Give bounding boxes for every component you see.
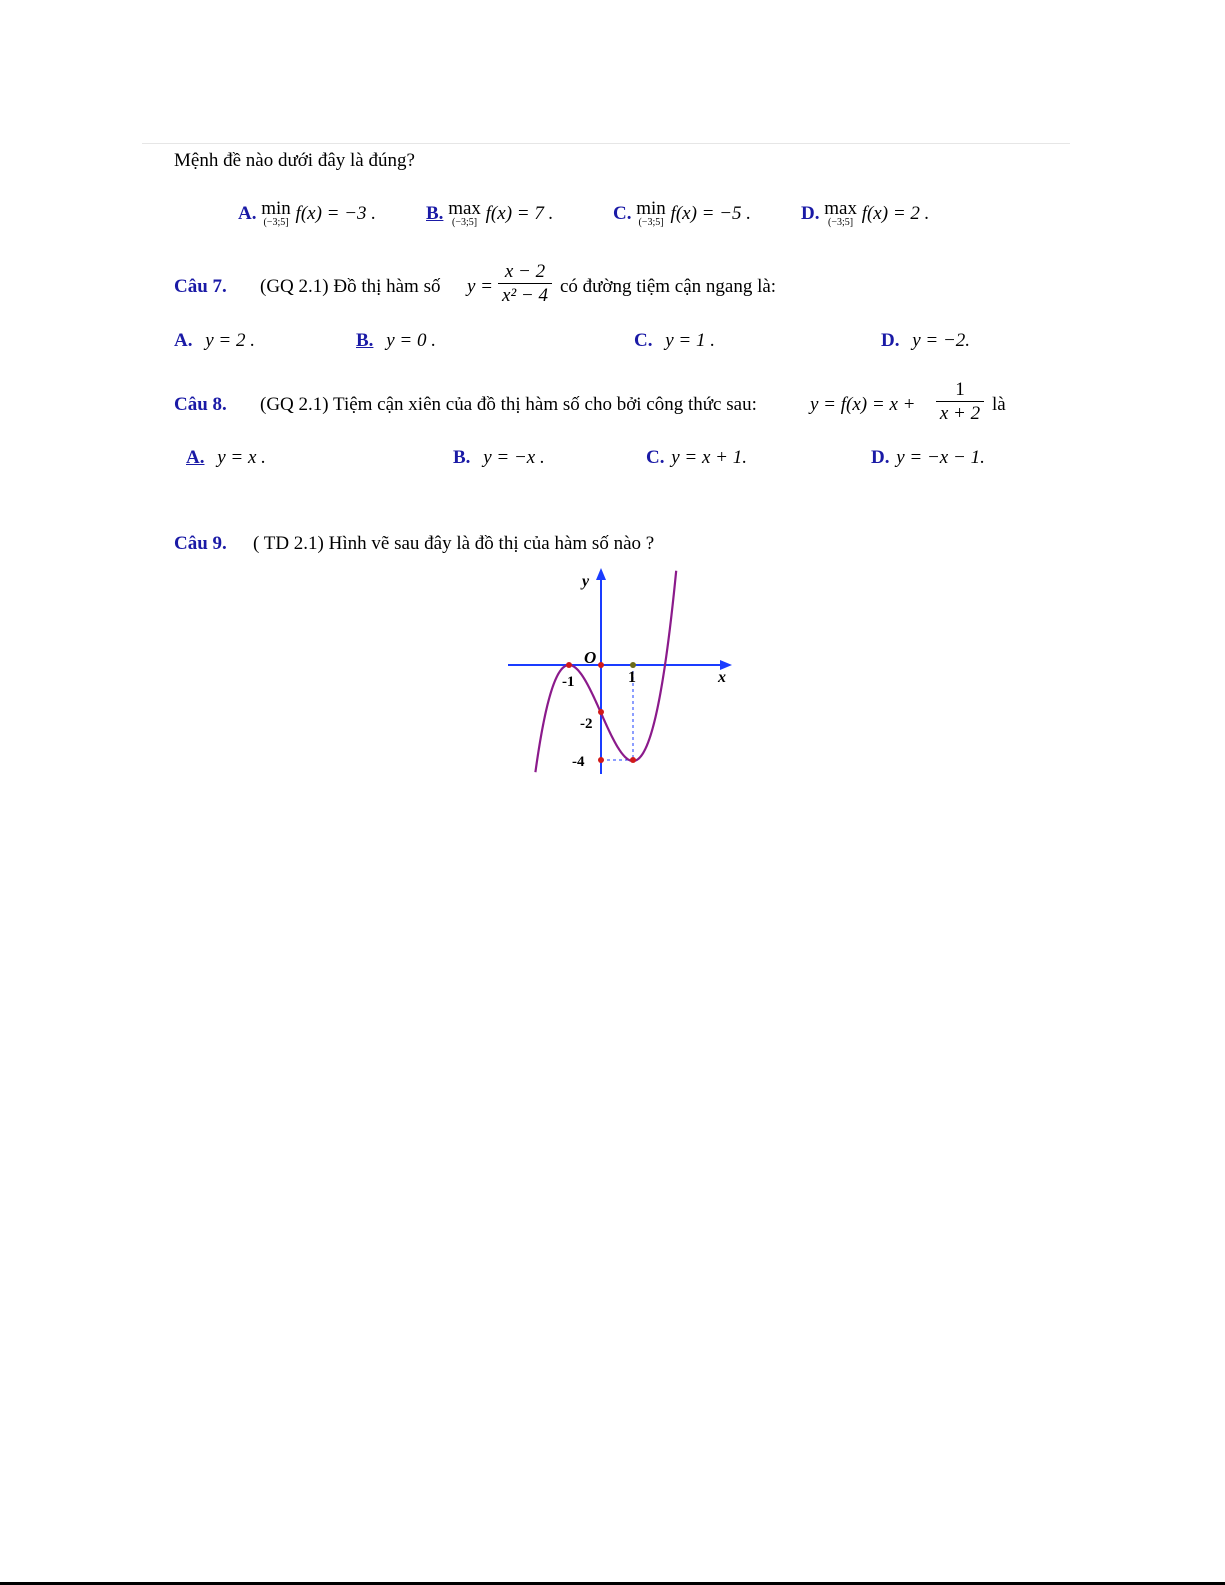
q6-option-c[interactable] [613,200,751,228]
q6-option-d[interactable] [801,200,929,228]
q6-option-a[interactable] [238,200,376,228]
q7-option-c-label: C. [634,330,653,351]
q7-option-b[interactable] [356,330,436,352]
q7-option-c-text: y = 1 . [665,330,715,351]
x-axis-label: x [718,669,726,686]
q7-option-d-label: D. [881,330,900,351]
q6-option-b-expr: f(x) = 7 . [485,203,554,224]
point-x-1 [630,662,636,668]
q6-option-d-expr: f(x) = 2 . [861,203,930,224]
q7-y-eq: y = [467,276,494,297]
q8-option-c-label: C. [646,447,665,468]
point-x-neg1 [566,662,572,668]
q7-numerator: x − 2 [504,261,546,282]
q6-option-d-operator: max (−3;5] [824,198,857,228]
origin-point [598,662,604,668]
q8-numerator: 1 [955,379,965,400]
y-axis-label: y [582,573,590,590]
origin-label: O [584,648,597,667]
y-axis-arrow-icon [596,568,606,580]
q7-option-a-text: y = 2 . [205,330,255,351]
top-rule [142,143,1070,144]
tick-label-y-neg4: -4 [572,754,585,770]
q6-option-c-operator: min (−3;5] [636,198,666,228]
q9-number: Câu 9. [174,533,227,554]
q8-option-d-label: D. [871,447,890,468]
q7-fraction [498,261,552,308]
q6-option-a-label: A. [238,203,257,224]
q7-option-d-text: y = −2. [912,330,971,351]
q6-option-b-label: B. [426,203,444,224]
q7-option-d[interactable] [881,330,970,352]
q6-option-a-expr: f(x) = −3 . [295,203,377,224]
q7-denominator: x² − 4 [502,285,548,306]
q6-option-b-operator: max (−3;5] [448,198,481,228]
point-y-neg4 [598,757,604,763]
q8-fraction [936,379,984,426]
q7-text-after: có đường tiệm cận ngang là: [560,276,777,297]
intro-question: Mệnh đề nào dưới đây là đúng? [174,150,415,171]
q6-option-d-label: D. [801,203,820,224]
tick-label-y-neg2: -2 [580,716,593,732]
q8-denominator: x + 2 [939,403,981,424]
tick-label-x-neg1: -1 [562,674,575,690]
q6-option-c-expr: f(x) = −5 . [670,203,752,224]
q8-option-d-text: y = −x − 1. [896,447,985,468]
q7-option-a[interactable] [174,330,255,352]
function-graph [500,562,740,777]
q8-option-b[interactable] [453,447,545,469]
q7-number: Câu 7. [174,276,227,297]
q8-option-a-label: A. [186,447,205,468]
tick-label-x-1: 1 [628,669,636,686]
q8-option-b-text: y = −x . [483,447,545,468]
q6-option-c-label: C. [613,203,632,224]
q8-option-d[interactable] [871,447,985,469]
q8-option-a[interactable] [186,447,266,469]
q7-text-before: (GQ 2.1) Đồ thị hàm số [260,276,441,297]
q7-option-c[interactable] [634,330,715,352]
q6-option-b[interactable] [426,200,553,228]
q8-option-a-text: y = x . [217,447,266,468]
q8-formula: y = f(x) = x + [810,394,916,415]
q8-option-c[interactable] [646,447,747,469]
q8-number: Câu 8. [174,394,227,415]
min-point [630,757,636,763]
q8-option-b-label: B. [453,447,471,468]
q8-text-before: (GQ 2.1) Tiệm cận xiên của đồ thị hàm số cho bởi công thức sau: [260,394,757,415]
cubic-curve [535,571,676,772]
q8-option-c-text: y = x + 1. [671,447,747,468]
q6-option-a-operator: min (−3;5] [261,198,291,228]
q7-option-b-label: B. [356,330,374,351]
q8-text-after: là [992,394,1006,415]
q7-option-a-label: A. [174,330,193,351]
q9-text: ( TD 2.1) Hình vẽ sau đây là đồ thị của hàm số nào ? [253,533,655,554]
point-y-neg2 [598,709,604,715]
q7-option-b-text: y = 0 . [386,330,436,351]
